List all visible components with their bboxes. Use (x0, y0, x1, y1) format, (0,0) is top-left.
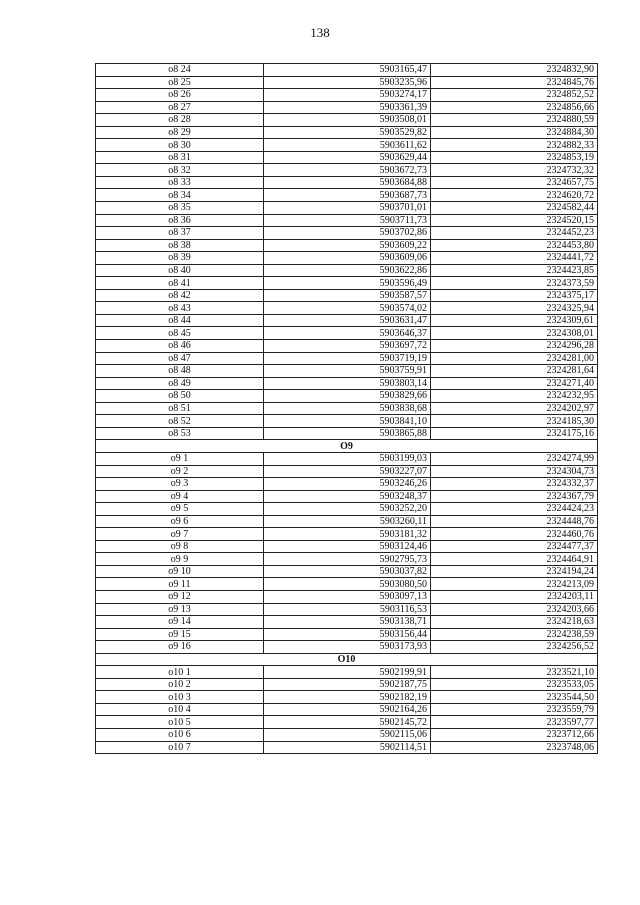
x-coordinate-cell: 5903227,07 (264, 465, 431, 478)
x-coordinate-cell: 5903199,03 (264, 452, 431, 465)
x-coordinate-cell: 5903252,20 (264, 503, 431, 516)
coordinates-table (95, 63, 598, 754)
table-row (96, 716, 598, 729)
y-coordinate-cell: 2323544,50 (431, 691, 598, 704)
point-id-cell: о8 34 (96, 189, 264, 202)
x-coordinate-cell: 5902115,06 (264, 728, 431, 741)
table-row (96, 114, 598, 127)
x-coordinate-cell: 5903124,46 (264, 540, 431, 553)
y-coordinate-cell: 2324852,52 (431, 89, 598, 102)
table-row (96, 515, 598, 528)
x-coordinate-cell: 5903037,82 (264, 565, 431, 578)
x-coordinate-cell: 5903116,53 (264, 603, 431, 616)
x-coordinate-cell: 5903829,66 (264, 390, 431, 403)
point-id-cell: о10 7 (96, 741, 264, 754)
x-coordinate-cell: 5903838,68 (264, 402, 431, 415)
y-coordinate-cell: 2324464,91 (431, 553, 598, 566)
y-coordinate-cell: 2324213,09 (431, 578, 598, 591)
y-coordinate-cell: 2324185,30 (431, 415, 598, 428)
table-row (96, 314, 598, 327)
table-row (96, 465, 598, 478)
table-row (96, 402, 598, 415)
y-coordinate-cell: 2324203,11 (431, 590, 598, 603)
table-row (96, 578, 598, 591)
point-id-cell: о8 32 (96, 164, 264, 177)
point-id-cell: о10 1 (96, 666, 264, 679)
x-coordinate-cell: 5903622,86 (264, 264, 431, 277)
y-coordinate-cell: 2324203,66 (431, 603, 598, 616)
point-id-cell: о9 1 (96, 452, 264, 465)
y-coordinate-cell: 2324884,30 (431, 126, 598, 139)
y-coordinate-cell: 2324732,32 (431, 164, 598, 177)
y-coordinate-cell: 2324325,94 (431, 302, 598, 315)
x-coordinate-cell: 5902182,19 (264, 691, 431, 704)
table-row (96, 277, 598, 290)
table-row (96, 64, 598, 77)
y-coordinate-cell: 2324373,59 (431, 277, 598, 290)
y-coordinate-cell: 2324274,99 (431, 452, 598, 465)
y-coordinate-cell: 2324448,76 (431, 515, 598, 528)
y-coordinate-cell: 2324441,72 (431, 252, 598, 265)
y-coordinate-cell: 2324832,90 (431, 64, 598, 77)
point-id-cell: о8 43 (96, 302, 264, 315)
page-number: 138 (310, 25, 330, 40)
point-id-cell: о9 9 (96, 553, 264, 566)
y-coordinate-cell: 2323559,79 (431, 703, 598, 716)
point-id-cell: о8 51 (96, 402, 264, 415)
table-row (96, 691, 598, 704)
x-coordinate-cell: 5903080,50 (264, 578, 431, 591)
table-row (96, 264, 598, 277)
point-id-cell: о9 6 (96, 515, 264, 528)
table-row (96, 616, 598, 629)
table-row (96, 728, 598, 741)
table-row (96, 741, 598, 754)
point-id-cell: о10 2 (96, 678, 264, 691)
y-coordinate-cell: 2324477,37 (431, 540, 598, 553)
point-id-cell: о8 53 (96, 427, 264, 440)
x-coordinate-cell: 5903865,88 (264, 427, 431, 440)
point-id-cell: о9 14 (96, 616, 264, 629)
table-row (96, 390, 598, 403)
point-id-cell: о8 35 (96, 202, 264, 215)
point-id-cell: о8 33 (96, 176, 264, 189)
x-coordinate-cell: 5902199,91 (264, 666, 431, 679)
y-coordinate-cell: 2323748,06 (431, 741, 598, 754)
point-id-cell: о8 38 (96, 239, 264, 252)
table-row (96, 365, 598, 378)
y-coordinate-cell: 2324453,80 (431, 239, 598, 252)
x-coordinate-cell: 5902795,73 (264, 553, 431, 566)
table-row (96, 214, 598, 227)
y-coordinate-cell: 2324304,73 (431, 465, 598, 478)
table-row (96, 126, 598, 139)
x-coordinate-cell: 5902145,72 (264, 716, 431, 729)
table-row (96, 76, 598, 89)
x-coordinate-cell: 5903097,13 (264, 590, 431, 603)
x-coordinate-cell: 5903246,26 (264, 478, 431, 491)
y-coordinate-cell: 2324657,75 (431, 176, 598, 189)
table-row (96, 628, 598, 641)
x-coordinate-cell: 5903138,71 (264, 616, 431, 629)
x-coordinate-cell: 5903672,73 (264, 164, 431, 177)
x-coordinate-cell: 5903274,17 (264, 89, 431, 102)
table-row (96, 101, 598, 114)
x-coordinate-cell: 5903759,91 (264, 365, 431, 378)
y-coordinate-cell: 2324423,85 (431, 264, 598, 277)
table-row (96, 528, 598, 541)
group-header-row (96, 440, 598, 453)
point-id-cell: о8 50 (96, 390, 264, 403)
point-id-cell: о8 39 (96, 252, 264, 265)
table-row (96, 603, 598, 616)
table-row (96, 553, 598, 566)
table-row (96, 540, 598, 553)
x-coordinate-cell: 5903609,22 (264, 239, 431, 252)
x-coordinate-cell: 5903596,49 (264, 277, 431, 290)
y-coordinate-cell: 2323712,66 (431, 728, 598, 741)
x-coordinate-cell: 5902164,26 (264, 703, 431, 716)
point-id-cell: о9 12 (96, 590, 264, 603)
x-coordinate-cell: 5903235,96 (264, 76, 431, 89)
point-id-cell: о9 7 (96, 528, 264, 541)
x-coordinate-cell: 5903702,86 (264, 227, 431, 240)
x-coordinate-cell: 5903611,62 (264, 139, 431, 152)
table-row (96, 352, 598, 365)
point-id-cell: о8 48 (96, 365, 264, 378)
y-coordinate-cell: 2324309,61 (431, 314, 598, 327)
table-row (96, 239, 598, 252)
x-coordinate-cell: 5903156,44 (264, 628, 431, 641)
x-coordinate-cell: 5903629,44 (264, 151, 431, 164)
x-coordinate-cell: 5903841,10 (264, 415, 431, 428)
y-coordinate-cell: 2324367,79 (431, 490, 598, 503)
x-coordinate-cell: 5903684,88 (264, 176, 431, 189)
point-id-cell: о9 15 (96, 628, 264, 641)
table-row (96, 164, 598, 177)
x-coordinate-cell: 5902187,75 (264, 678, 431, 691)
y-coordinate-cell: 2324582,44 (431, 202, 598, 215)
point-id-cell: о9 16 (96, 641, 264, 654)
y-coordinate-cell: 2324460,76 (431, 528, 598, 541)
point-id-cell: о9 5 (96, 503, 264, 516)
x-coordinate-cell: 5902114,51 (264, 741, 431, 754)
point-id-cell: о10 6 (96, 728, 264, 741)
x-coordinate-cell: 5903508,01 (264, 114, 431, 127)
x-coordinate-cell: 5903529,82 (264, 126, 431, 139)
x-coordinate-cell: 5903711,73 (264, 214, 431, 227)
y-coordinate-cell: 2324296,28 (431, 340, 598, 353)
table-row (96, 452, 598, 465)
table-row (96, 252, 598, 265)
point-id-cell: о8 47 (96, 352, 264, 365)
table-row (96, 427, 598, 440)
y-coordinate-cell: 2323597,77 (431, 716, 598, 729)
group-header-row (96, 653, 598, 666)
table-row (96, 565, 598, 578)
x-coordinate-cell: 5903631,47 (264, 314, 431, 327)
point-id-cell: о8 37 (96, 227, 264, 240)
point-id-cell: о8 36 (96, 214, 264, 227)
point-id-cell: о9 3 (96, 478, 264, 491)
table-row (96, 666, 598, 679)
table-row (96, 703, 598, 716)
y-coordinate-cell: 2323533,05 (431, 678, 598, 691)
point-id-cell: о9 13 (96, 603, 264, 616)
x-coordinate-cell: 5903248,37 (264, 490, 431, 503)
x-coordinate-cell: 5903697,72 (264, 340, 431, 353)
point-id-cell: о8 45 (96, 327, 264, 340)
x-coordinate-cell: 5903173,93 (264, 641, 431, 654)
group-title: О9 (96, 440, 598, 453)
point-id-cell: о8 49 (96, 377, 264, 390)
y-coordinate-cell: 2324520,15 (431, 214, 598, 227)
table-row (96, 189, 598, 202)
x-coordinate-cell: 5903587,57 (264, 289, 431, 302)
table-row (96, 151, 598, 164)
table-row (96, 302, 598, 315)
y-coordinate-cell: 2324218,63 (431, 616, 598, 629)
x-coordinate-cell: 5903165,47 (264, 64, 431, 77)
y-coordinate-cell: 2324175,16 (431, 427, 598, 440)
point-id-cell: о8 52 (96, 415, 264, 428)
table-row (96, 340, 598, 353)
table-row (96, 590, 598, 603)
table-row (96, 89, 598, 102)
table-row (96, 202, 598, 215)
y-coordinate-cell: 2324256,52 (431, 641, 598, 654)
y-coordinate-cell: 2324424,23 (431, 503, 598, 516)
x-coordinate-cell: 5903361,39 (264, 101, 431, 114)
point-id-cell: о8 40 (96, 264, 264, 277)
y-coordinate-cell: 2324620,72 (431, 189, 598, 202)
y-coordinate-cell: 2324845,76 (431, 76, 598, 89)
point-id-cell: о8 41 (96, 277, 264, 290)
table-row (96, 415, 598, 428)
point-id-cell: о10 3 (96, 691, 264, 704)
point-id-cell: о9 11 (96, 578, 264, 591)
table-row (96, 139, 598, 152)
y-coordinate-cell: 2324194,24 (431, 565, 598, 578)
table-row (96, 327, 598, 340)
point-id-cell: о9 4 (96, 490, 264, 503)
table-row (96, 289, 598, 302)
point-id-cell: о10 5 (96, 716, 264, 729)
point-id-cell: о8 26 (96, 89, 264, 102)
y-coordinate-cell: 2324281,64 (431, 365, 598, 378)
y-coordinate-cell: 2324856,66 (431, 101, 598, 114)
point-id-cell: о9 8 (96, 540, 264, 553)
x-coordinate-cell: 5903181,32 (264, 528, 431, 541)
table-row (96, 641, 598, 654)
point-id-cell: о8 27 (96, 101, 264, 114)
point-id-cell: о8 46 (96, 340, 264, 353)
point-id-cell: о9 2 (96, 465, 264, 478)
y-coordinate-cell: 2324308,01 (431, 327, 598, 340)
point-id-cell: о8 24 (96, 64, 264, 77)
y-coordinate-cell: 2323521,10 (431, 666, 598, 679)
x-coordinate-cell: 5903260,11 (264, 515, 431, 528)
group-title: О10 (96, 653, 598, 666)
y-coordinate-cell: 2324375,17 (431, 289, 598, 302)
point-id-cell: о8 31 (96, 151, 264, 164)
table-row (96, 227, 598, 240)
point-id-cell: о8 42 (96, 289, 264, 302)
x-coordinate-cell: 5903719,19 (264, 352, 431, 365)
point-id-cell: о8 28 (96, 114, 264, 127)
x-coordinate-cell: 5903609,06 (264, 252, 431, 265)
y-coordinate-cell: 2324452,23 (431, 227, 598, 240)
table-row (96, 490, 598, 503)
y-coordinate-cell: 2324281,00 (431, 352, 598, 365)
table-row (96, 377, 598, 390)
y-coordinate-cell: 2324880,59 (431, 114, 598, 127)
point-id-cell: о8 44 (96, 314, 264, 327)
x-coordinate-cell: 5903701,01 (264, 202, 431, 215)
y-coordinate-cell: 2324332,37 (431, 478, 598, 491)
y-coordinate-cell: 2324882,33 (431, 139, 598, 152)
point-id-cell: о8 25 (96, 76, 264, 89)
y-coordinate-cell: 2324202,97 (431, 402, 598, 415)
point-id-cell: о8 30 (96, 139, 264, 152)
point-id-cell: о8 29 (96, 126, 264, 139)
x-coordinate-cell: 5903687,73 (264, 189, 431, 202)
table-row (96, 176, 598, 189)
x-coordinate-cell: 5903646,37 (264, 327, 431, 340)
point-id-cell: о9 10 (96, 565, 264, 578)
y-coordinate-cell: 2324853,19 (431, 151, 598, 164)
coordinates-table-body (96, 64, 598, 754)
point-id-cell: о10 4 (96, 703, 264, 716)
x-coordinate-cell: 5903574,02 (264, 302, 431, 315)
y-coordinate-cell: 2324232,95 (431, 390, 598, 403)
table-row (96, 503, 598, 516)
x-coordinate-cell: 5903803,14 (264, 377, 431, 390)
table-row (96, 678, 598, 691)
table-row (96, 478, 598, 491)
y-coordinate-cell: 2324271,40 (431, 377, 598, 390)
y-coordinate-cell: 2324238,59 (431, 628, 598, 641)
